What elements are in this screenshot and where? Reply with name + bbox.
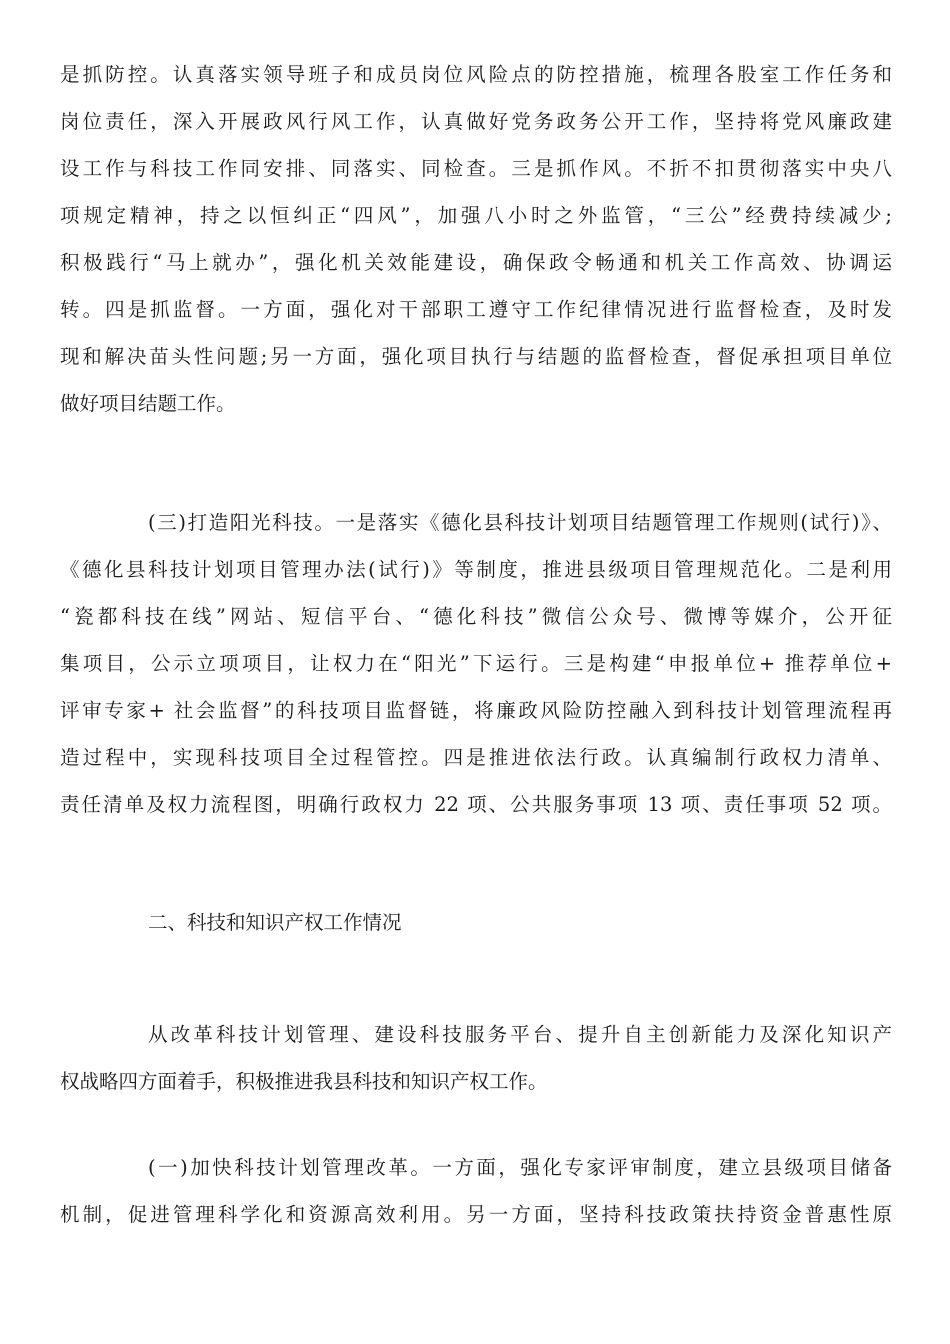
paragraph-1-line-7: 现和解决苗头性问题;另一方面，强化项目执行与结题的监督检查，督促承担项目单位 [60, 345, 892, 368]
paragraph-1-line-5: 积极践行“马上就办”，强化机关效能建设，确保政令畅通和机关工作高效、协调运 [60, 251, 892, 274]
paragraph-2-line-3: “瓷都科技在线”网站、短信平台、“德化科技”微信公众号、微博等媒介，公开征 [60, 605, 892, 628]
paragraph-1-line-1: 是抓防控。认真落实领导班子和成员岗位风险点的防控措施，梳理各股室工作任务和 [60, 63, 892, 86]
paragraph-1-line-8: 做好项目结题工作。 [60, 392, 236, 415]
paragraph-2-line-4: 集项目，公示立项项目，让权力在“阳光”下运行。三是构建“申报单位+ 推荐单位+ [60, 652, 892, 675]
paragraph-1-line-4: 项规定精神，持之以恒纠正“四风”，加强八小时之外监管，“三公”经费持续减少; [60, 204, 892, 227]
paragraph-2-line-6: 造过程中，实现科技项目全过程管控。四是推进依法行政。认真编制行政权力清单、 [60, 746, 892, 769]
paragraph-2-line-5: 评审专家+ 社会监督”的科技项目监督链，将廉政风险防控融入到科技计划管理流程再 [60, 699, 892, 722]
section-heading: 二、科技和知识产权工作情况 [148, 911, 402, 934]
paragraph-2-line-1: (三)打造阳光科技。一是落实《德化县科技计划项目结题管理工作规则(试行)》、 [148, 511, 892, 534]
paragraph-3-line-2: 权战略四方面着手，积极推进我县科技和知识产权工作。 [60, 1070, 548, 1093]
paragraph-1-line-3: 设工作与科技工作同安排、同落实、同检查。三是抓作风。不折不扣贯彻落实中央八 [60, 157, 892, 180]
paragraph-1-line-6: 转。四是抓监督。一方面，强化对干部职工遵守工作纪律情况进行监督检查，及时发 [60, 298, 892, 321]
paragraph-4-line-1: (一)加快科技计划管理改革。一方面，强化专家评审制度，建立县级项目储备 [148, 1156, 892, 1179]
paragraph-1-line-2: 岗位责任，深入开展政风行风工作，认真做好党务政务公开工作，坚持将党风廉政建 [60, 110, 892, 133]
paragraph-2-line-2: 《德化县科技计划项目管理办法(试行)》等制度，推进县级项目管理规范化。二是利用 [60, 558, 892, 581]
paragraph-4-line-2: 机制，促进管理科学化和资源高效利用。另一方面，坚持科技政策扶持资金普惠性原 [60, 1203, 892, 1226]
paragraph-3-line-1: 从改革科技计划管理、建设科技服务平台、提升自主创新能力及深化知识产 [148, 1023, 892, 1046]
paragraph-2-line-7: 责任清单及权力流程图，明确行政权力 22 项、公共服务事项 13 项、责任事项 52 项。 [60, 793, 892, 816]
